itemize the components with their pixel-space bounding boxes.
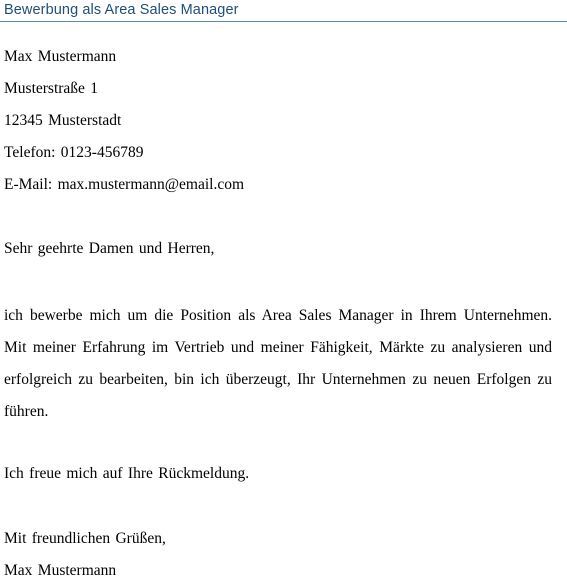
sender-email: E-Mail: max.mustermann@email.com [4,176,245,193]
sender-city: 12345 Musterstadt [4,112,122,129]
sender-street: Musterstraße 1 [4,80,99,97]
document-header-title: Bewerbung als Area Sales Manager [4,2,239,18]
letter-closing: Mit freundlichen Grüßen, [4,530,166,547]
letter-signature-name: Max Mustermann [4,562,117,579]
letter-body-paragraph: ich bewerbe mich um die Position als Area Sales Manager in Ihrem Unternehmen. Mit meiner Erfahrung im Vertrieb und meiner Fähigkeit, Märkte zu analysieren und erfolgreich zu bearbeiten, bin ich überzeugt, Ihr Unternehmen zu neuen Erfolgen zu führen. [4,307,552,420]
sender-phone: Telefon: 0123-456789 [4,144,144,161]
letter-salutation: Sehr geehrte Damen und Herren, [4,240,215,257]
letter-closing-remark: Ich freue mich auf Ihre Rückmeldung. [4,465,250,482]
sender-name: Max Mustermann [4,48,117,65]
header-divider [0,21,567,22]
